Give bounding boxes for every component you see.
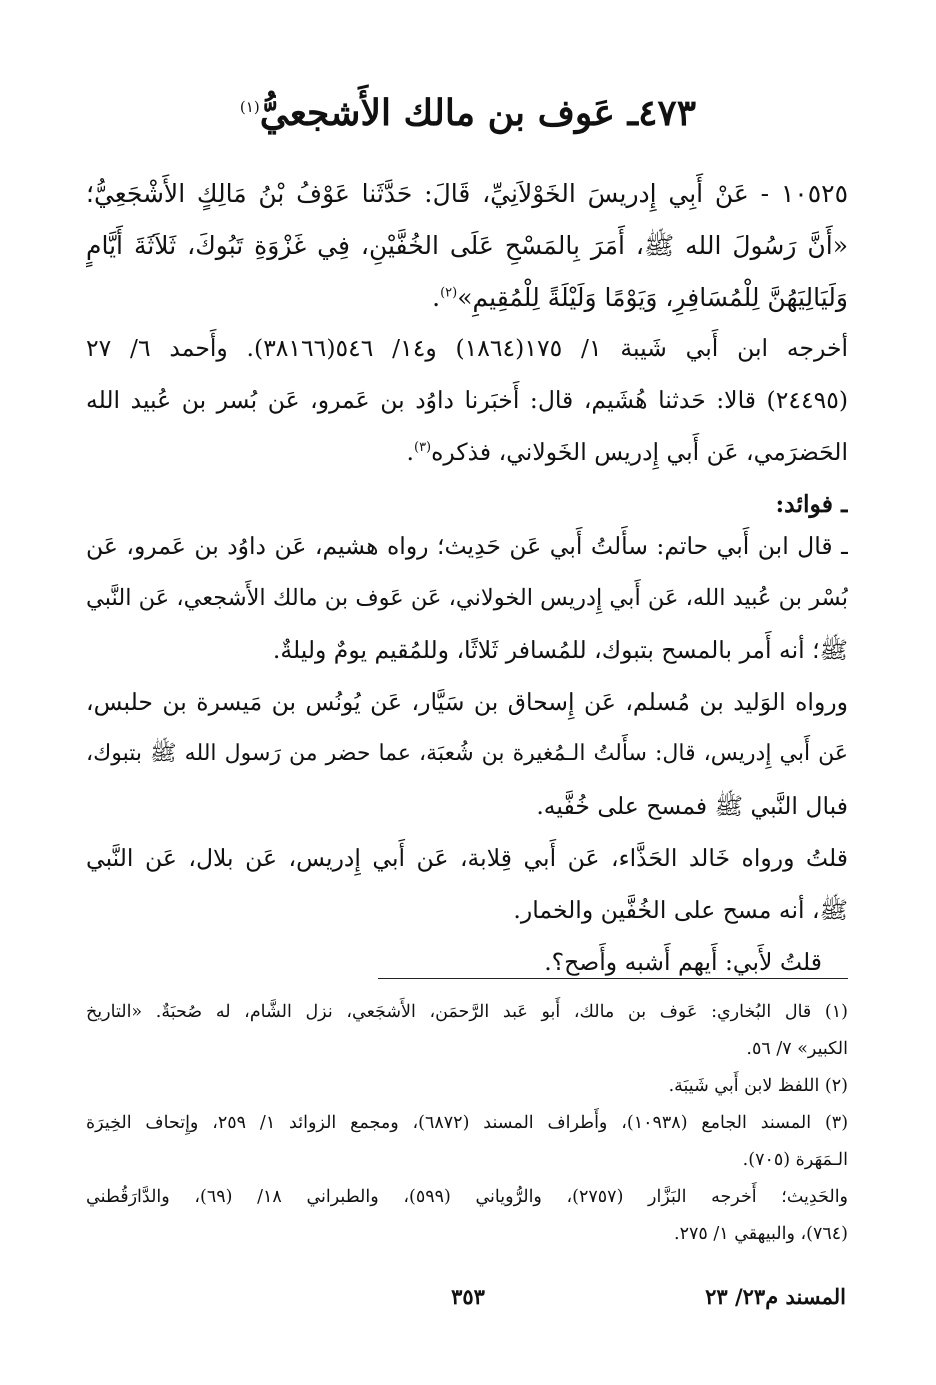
hadith-text [86, 168, 848, 324]
fawaid-section [86, 520, 848, 988]
footnote-line: الـمَهَرة (٧٠٥). [742, 1150, 848, 1170]
footnotes [86, 994, 848, 1253]
takhrij-line: (٢٤٤٩٥) قالا: حَدثنا هُشَيم، قال: أَخبَرنا داوُد بن عَمرو، عَن بُسر بن عُبيد الله [86, 386, 848, 414]
fawaid-line: عَن أَبي إِدريس، قال: سأَلتُ الـمُغيرة بن شُعبَة، عما حضر من رَسول الله ﷺ بتبوك، [86, 741, 848, 766]
hadith-line: وَلَيَالِيَهُنَّ لِلْمُسَافِرِ، وَيَوْمًا وَلَيْلَةً لِلْمُقِيمِ»$^{(٢)}$. [432, 283, 848, 312]
footnote-line: (٢) اللفظ لابن أَبي شَيبَة. [668, 1076, 848, 1096]
chapter-title [0, 92, 936, 135]
fawaid-line: ورواه الوَليد بن مُسلم، عَن إِسحاق بن سَيَّار، عَن يُونُس بن مَيسرة بن حلبس، [86, 688, 848, 716]
page-number: ٣٥٣ [451, 1284, 485, 1309]
takhrij-line-text: الحَضرَمي، عَن أَبي إِدريس الخَولاني، فذكره [431, 438, 848, 466]
fawaid-line: ـ قال ابن أَبي حاتم: سأَلتُ أَبي عَن حَدِيث؛ رواه هشيم، عَن داوُد بن عَمرو، عَن [86, 532, 848, 560]
chapter-title-text: ٤٧٣ـ عَوف بن مالك الأَشجعيُّ [259, 92, 697, 134]
hadith-line: ١٠٥٢٥ - عَنْ أَبِي إِدريسَ الخَوْلاَنِيِّ، قَالَ: حَدَّثَنا عَوْفُ بْنُ مَالِكٍ الأَشْجَعِيُّ؛ [86, 179, 848, 208]
takhrij-line: الحَضرَمي، عَن أَبي إِدريس الخَولاني، فذكره$^{(٣)}$. [406, 438, 848, 466]
fawaid-line: قلتُ ورواه خَالد الحَذَّاء، عَن أَبي قِلابة، عَن أَبي إِدريس، عَن بلال، عَن النَّبي [86, 844, 848, 872]
takhrij-note: (٣) [413, 440, 432, 456]
footnote-line: (٧٦٤)، والبيهقي ١/ ٢٧٥. [673, 1224, 848, 1244]
fawaid-line: بُسْر بن عُبيد الله، عَن أَبي إِدريس الخولاني، عَن عَوف بن مالك الأَشجعي، عَن النَّبي [86, 585, 848, 611]
fawaid-line: ﷺ، أنه مسح على الخُفَّين والخمار. [513, 896, 848, 924]
hadith-line-text: وَلَيَالِيَهُنَّ لِلْمُسَافِرِ، وَيَوْمًا وَلَيْلَةً لِلْمُقِيمِ» [457, 283, 848, 312]
footnote-line: الكبير» ٧/ ٥٦. [746, 1039, 848, 1059]
page-signature: المسند م٢٣/ ٢٣ [705, 1284, 846, 1309]
fawaid-line: قلتُ لأَبي: أَيهم أَشبه وأَصح؟. [544, 948, 822, 976]
chapter-title-note: (١) [239, 98, 260, 116]
footnote-line: (١) قال البُخاري: عَوف بن مالك، أَبو عَبد الرَّحمَن، الأَشجَعي، نزل الشَّام، له صُحبَةٌ. «التاريخ [86, 1002, 848, 1022]
footnote-separator [378, 978, 848, 979]
footnote-line: (٣) المسند الجامع (١٠٩٣٨)، وأَطراف المسند (٦٨٧٢)، ومجمع الزوائد ١/ ٢٥٩، وإِتحاف الخِيرَة [86, 1113, 848, 1133]
fawaid-line: ﷺ؛ أنه أَمر بالمسح بتبوك، للمُسافر ثَلاثًا، وللمُقيم يومٌ وليلةٌ. [272, 636, 848, 664]
hadith-note: (٢) [440, 285, 458, 301]
takhrij-line: أخرجه ابن أَبي شَيبة ١/ ١٧٥(١٨٦٤) و١٤/ ٥٤٦(٣٨١٦٦). وأَحمد ٦/ ٢٧ [86, 334, 848, 362]
fawaid-line: فبال النَّبي ﷺ فمسح على خُفَّيه. [536, 792, 848, 820]
takhrij-paragraph [86, 322, 848, 530]
hadith-line: «أَنَّ رَسُولَ الله ﷺ، أَمَرَ بِالمَسْحِ عَلَى الخُفَّيْنِ، فِي غَزْوَةِ تَبُوكَ، ثَلاَثَةَ أَيَّامٍ [86, 231, 848, 260]
fawaid-heading: ـ فوائد: [775, 490, 848, 518]
footnote-line: والحَدِيث؛ أَخرجه البَزَّار (٢٧٥٧)، والرُّوياني (٥٩٩)، والطبراني ١٨/ (٦٩)، والدَّارَقُطني [86, 1187, 848, 1207]
